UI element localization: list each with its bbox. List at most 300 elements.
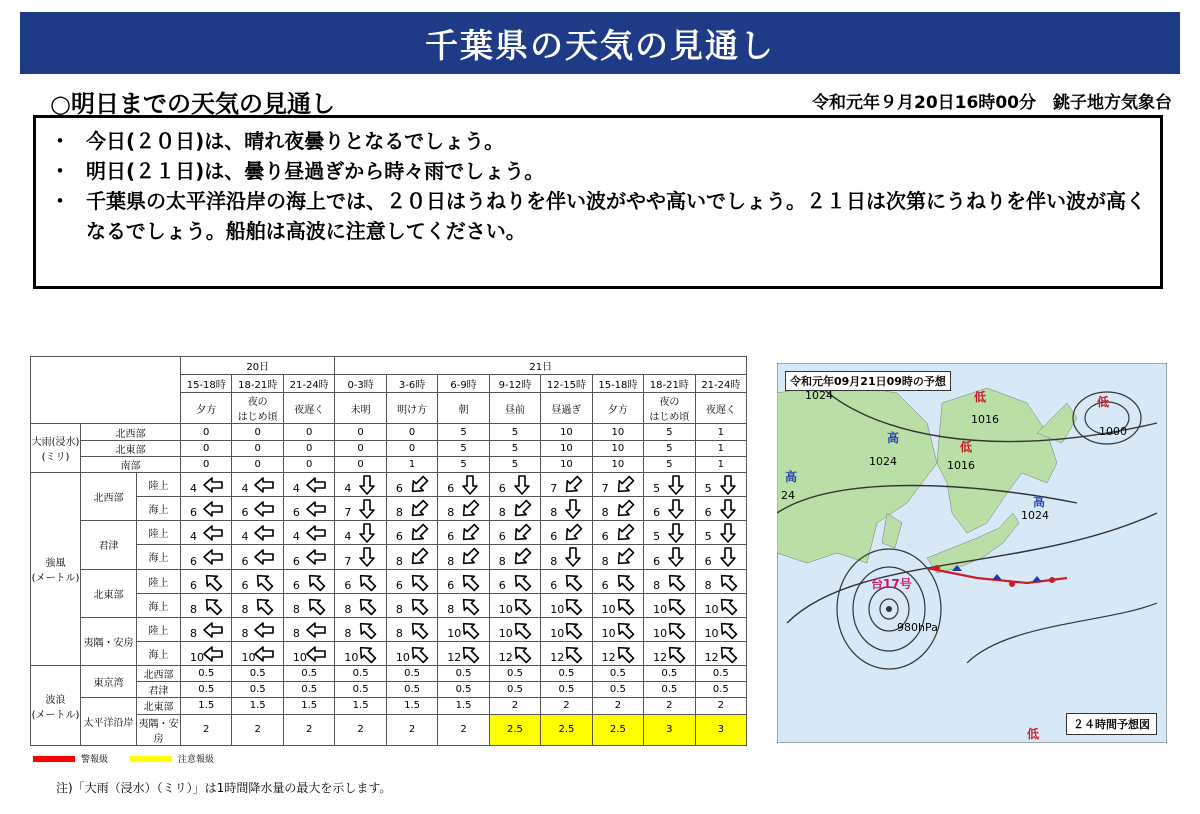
cell-text: 5 xyxy=(460,426,467,438)
wave-value xyxy=(283,682,334,698)
cell-text: 18-21時 xyxy=(238,380,278,392)
period-header xyxy=(283,393,334,424)
wind-arrow-icon xyxy=(511,644,533,664)
wind-value xyxy=(541,496,592,520)
wave-value xyxy=(695,666,747,682)
cell-text: 10 xyxy=(611,426,625,438)
wind-speed: 8 xyxy=(395,506,403,520)
wind-arrow-icon xyxy=(459,596,481,616)
wind-speed: 10 xyxy=(498,627,513,641)
land-label xyxy=(137,521,181,545)
wind-value xyxy=(181,569,232,593)
wind-value xyxy=(489,642,540,666)
cell-text: 0.5 xyxy=(712,684,729,696)
wave-value xyxy=(438,714,489,745)
wind-value xyxy=(644,521,695,545)
wind-value xyxy=(181,545,232,569)
wind-speed: 6 xyxy=(447,481,455,495)
wind-speed: 5 xyxy=(704,481,712,495)
wind-value xyxy=(438,617,489,641)
pressure-value: 1016 xyxy=(971,413,999,426)
cell-text: 北東部 xyxy=(143,702,174,714)
cell-text: 0.5 xyxy=(558,684,575,696)
typhoon-pressure: 980hPa xyxy=(897,621,938,634)
wind-value xyxy=(489,593,540,617)
bullet-marker: ・ xyxy=(50,129,70,153)
wind-value xyxy=(695,642,747,666)
wind-value xyxy=(695,472,747,496)
area-label xyxy=(81,617,137,665)
rain-value xyxy=(592,456,643,472)
wind-value xyxy=(592,496,643,520)
high-marker: 高 xyxy=(887,431,900,445)
wind-speed: 10 xyxy=(241,651,256,665)
pressure-value: 1024 xyxy=(1021,509,1049,522)
wind-arrow-icon xyxy=(665,547,687,567)
wind-arrow-icon xyxy=(614,499,636,519)
cell-text: 2 xyxy=(254,724,261,736)
wind-arrow-icon xyxy=(717,547,739,567)
wind-speed: 10 xyxy=(395,651,410,665)
cell-text: 陸上 xyxy=(148,480,169,492)
cell-text: 0.5 xyxy=(249,668,266,680)
cell-text: 0.5 xyxy=(712,668,729,680)
wind-arrow-icon xyxy=(614,644,636,664)
area-label xyxy=(137,682,181,698)
cell-text: 15-18時 xyxy=(598,380,638,392)
wind-speed: 6 xyxy=(550,530,558,544)
wind-speed: 8 xyxy=(344,602,352,616)
cell-text: 2 xyxy=(408,724,416,736)
wind-value xyxy=(386,545,437,569)
wind-arrow-icon xyxy=(717,475,739,495)
cell-text: 君津 xyxy=(98,541,119,553)
wind-value xyxy=(438,569,489,593)
wind-value xyxy=(335,569,386,593)
cell-text: 0 xyxy=(203,458,210,470)
wind-speed: 6 xyxy=(241,578,249,592)
cell-text: 0.5 xyxy=(198,684,215,696)
wind-speed: 10 xyxy=(498,602,513,616)
bullet-marker: ・ xyxy=(50,189,70,213)
wind-speed: 4 xyxy=(190,530,198,544)
wave-value xyxy=(335,714,386,745)
sea-label xyxy=(137,642,181,666)
wind-arrow-icon xyxy=(511,547,533,567)
wind-arrow-icon xyxy=(614,620,636,640)
wind-arrow-icon xyxy=(253,499,275,519)
rain-value xyxy=(489,440,540,456)
period-header xyxy=(489,393,540,424)
wind-speed: 6 xyxy=(704,554,712,568)
wind-value xyxy=(644,472,695,496)
time-header xyxy=(489,375,540,393)
cell-text: 5 xyxy=(511,442,519,454)
wind-value xyxy=(592,569,643,593)
outlook-item-today xyxy=(50,126,1146,156)
wind-value xyxy=(644,569,695,593)
wind-speed: 5 xyxy=(653,481,661,495)
cell-text: 2.5 xyxy=(558,724,575,736)
cell-text: 2 xyxy=(203,724,210,736)
wind-arrow-icon xyxy=(459,644,481,664)
wind-value xyxy=(489,521,540,545)
rain-value xyxy=(541,424,592,440)
wind-arrow-icon xyxy=(202,523,224,543)
cell-text: 0 xyxy=(254,426,261,438)
rain-value xyxy=(541,440,592,456)
rain-value xyxy=(386,440,437,456)
footnote: 注)「大雨（浸水）（ミリ）」は1時間降水量の最大を示します。 xyxy=(56,781,392,795)
rain-value xyxy=(335,440,386,456)
wave-value xyxy=(489,666,540,682)
wind-value xyxy=(181,617,232,641)
cell-text: 北西部 xyxy=(143,670,174,682)
wind-arrow-icon xyxy=(305,547,327,567)
area-label xyxy=(81,569,137,617)
wind-value xyxy=(386,569,437,593)
wind-value xyxy=(386,617,437,641)
sea-label xyxy=(137,545,181,569)
period-header xyxy=(386,393,437,424)
cell-text: 1.5 xyxy=(455,700,472,712)
wind-value xyxy=(232,642,283,666)
rain-value xyxy=(541,456,592,472)
rain-value xyxy=(232,440,283,456)
rain-value xyxy=(232,456,283,472)
wind-value xyxy=(592,521,643,545)
wind-speed: 8 xyxy=(190,602,198,616)
wave-value xyxy=(438,666,489,682)
wave-value xyxy=(644,682,695,698)
wind-value xyxy=(232,617,283,641)
wind-speed: 6 xyxy=(498,481,506,495)
wind-arrow-icon xyxy=(202,620,224,640)
cell-text: 海上 xyxy=(148,505,169,517)
cell-text: 0.5 xyxy=(352,684,369,696)
wind-speed: 6 xyxy=(550,578,558,592)
wind-speed: 8 xyxy=(241,627,249,641)
period-header xyxy=(232,393,283,424)
high-marker: 高 xyxy=(785,470,798,484)
wind-arrow-icon xyxy=(511,572,533,592)
wind-arrow-icon xyxy=(356,572,378,592)
cell-text: 1.5 xyxy=(404,700,421,712)
wind-arrow-icon xyxy=(614,572,636,592)
wind-speed: 4 xyxy=(344,530,352,544)
wave-value xyxy=(644,666,695,682)
cell-text: 0 xyxy=(357,442,364,454)
cell-text: 0.5 xyxy=(404,668,421,680)
wind-value xyxy=(541,472,592,496)
cell-text: 0 xyxy=(357,426,364,438)
wind-speed: 10 xyxy=(550,627,565,641)
cell-text: 0.5 xyxy=(455,668,472,680)
rain-value xyxy=(489,424,540,440)
cell-text: 北西部 xyxy=(115,428,146,440)
warning-swatch xyxy=(33,756,75,762)
wind-value xyxy=(695,593,747,617)
wind-arrow-icon xyxy=(305,475,327,495)
wind-arrow-icon xyxy=(665,475,687,495)
bullet-marker: ・ xyxy=(50,159,70,183)
cell-text: 夜遅く xyxy=(294,404,325,416)
wind-speed: 6 xyxy=(653,506,661,520)
day-header xyxy=(181,357,335,375)
wind-value xyxy=(335,545,386,569)
weather-map xyxy=(777,363,1167,743)
cell-text: 北東部 xyxy=(93,589,124,601)
wind-value xyxy=(283,642,334,666)
wind-arrow-icon xyxy=(202,499,224,519)
wind-arrow-icon xyxy=(717,596,739,616)
rain-value xyxy=(695,424,747,440)
rain-value xyxy=(695,440,747,456)
wave-category xyxy=(31,666,81,746)
rain-value xyxy=(386,424,437,440)
wind-arrow-icon xyxy=(717,644,739,664)
wind-arrow-icon xyxy=(356,644,378,664)
wind-speed: 8 xyxy=(447,554,455,568)
wind-speed: 4 xyxy=(292,530,300,544)
wind-arrow-icon xyxy=(253,644,275,664)
wind-value xyxy=(438,496,489,520)
area-label xyxy=(137,698,181,714)
wave-value xyxy=(181,682,232,698)
cell-text: 10 xyxy=(611,442,625,454)
cell-text: 海上 xyxy=(148,553,169,565)
wind-arrow-icon xyxy=(202,572,224,592)
wind-value xyxy=(695,496,747,520)
wind-speed: 6 xyxy=(241,506,249,520)
wind-speed: 5 xyxy=(653,530,661,544)
pressure-value: 1016 xyxy=(947,459,975,472)
wind-value xyxy=(695,569,747,593)
wind-arrow-icon xyxy=(665,523,687,543)
cell-text: 1.5 xyxy=(198,700,215,712)
cell-text: 0.5 xyxy=(249,684,266,696)
time-header xyxy=(438,375,489,393)
wind-speed: 8 xyxy=(241,602,249,616)
cell-text: 北西部 xyxy=(93,492,124,504)
wind-arrow-icon xyxy=(511,620,533,640)
wind-arrow-icon xyxy=(562,572,584,592)
wind-arrow-icon xyxy=(253,620,275,640)
cell-text: 東京湾 xyxy=(93,678,124,690)
wind-value xyxy=(386,521,437,545)
wind-value xyxy=(489,617,540,641)
cell-text: 2 xyxy=(614,700,622,712)
wave-value xyxy=(335,698,386,714)
wind-speed: 5 xyxy=(704,530,712,544)
rain-value xyxy=(283,440,334,456)
wave-value-advisory xyxy=(644,714,695,745)
wind-value xyxy=(644,545,695,569)
wave-value xyxy=(181,698,232,714)
cell-text: 0 xyxy=(305,426,313,438)
wind-speed: 10 xyxy=(190,651,205,665)
cell-text: 0 xyxy=(305,442,313,454)
cell-text: 夕方 xyxy=(607,404,628,416)
wind-speed: 6 xyxy=(241,554,249,568)
outlook-item-tomorrow xyxy=(50,156,1146,186)
cell-text: 5 xyxy=(511,458,519,470)
wind-value xyxy=(438,545,489,569)
wind-speed: 10 xyxy=(550,602,565,616)
wind-value xyxy=(181,496,232,520)
wave-value xyxy=(232,682,283,698)
wind-speed: 8 xyxy=(601,554,609,568)
wind-arrow-icon xyxy=(202,596,224,616)
cell-text: 0.5 xyxy=(507,684,523,696)
wind-speed: 6 xyxy=(190,506,198,520)
cell-text: 10 xyxy=(611,458,625,470)
wind-value xyxy=(592,545,643,569)
wind-value xyxy=(181,642,232,666)
wind-value xyxy=(335,617,386,641)
wind-value xyxy=(644,496,695,520)
area-label xyxy=(137,714,181,745)
cell-text: 昼過ぎ xyxy=(551,404,582,416)
wave-value xyxy=(283,698,334,714)
period-header xyxy=(335,393,386,424)
wind-value xyxy=(695,617,747,641)
cell-text: 0 xyxy=(305,458,313,470)
rain-value xyxy=(644,424,695,440)
wind-value xyxy=(283,569,334,593)
wind-arrow-icon xyxy=(202,644,224,664)
pressure-value: 1000 xyxy=(1099,425,1127,438)
cell-text: 5 xyxy=(666,442,673,454)
forecast-table-container xyxy=(30,356,746,746)
time-header xyxy=(335,375,386,393)
cell-text: 21日 xyxy=(529,362,553,374)
wind-speed: 4 xyxy=(241,481,249,495)
cell-text: 昼前 xyxy=(504,404,525,416)
area-label xyxy=(137,666,181,682)
header-corner xyxy=(31,357,181,424)
wind-value xyxy=(283,496,334,520)
typhoon-label: 台17号 xyxy=(871,577,912,591)
sea-label xyxy=(137,593,181,617)
cell-text: 0.5 xyxy=(609,668,626,680)
wind-speed: 6 xyxy=(395,530,403,544)
wind-arrow-icon xyxy=(253,475,275,495)
cell-text: 0 xyxy=(254,442,261,454)
wind-speed: 12 xyxy=(704,651,719,665)
rain-value xyxy=(592,440,643,456)
cell-text: 陸上 xyxy=(148,577,169,589)
wave-value xyxy=(644,698,695,714)
wave-value xyxy=(541,682,592,698)
cell-text: 5 xyxy=(460,458,467,470)
cell-text: 5 xyxy=(460,442,467,454)
wind-value xyxy=(283,593,334,617)
wind-arrow-icon xyxy=(202,547,224,567)
wind-arrow-icon xyxy=(717,572,739,592)
cell-text: 0 xyxy=(357,458,364,470)
area-label xyxy=(81,521,137,569)
wind-speed: 10 xyxy=(344,651,359,665)
wind-value xyxy=(232,545,283,569)
wind-speed: 6 xyxy=(292,554,300,568)
cell-text: 夜の はじめ頃 xyxy=(649,397,690,424)
wind-arrow-icon xyxy=(665,644,687,664)
cell-text: 0.5 xyxy=(301,684,318,696)
wind-arrow-icon xyxy=(459,523,481,543)
wind-arrow-icon xyxy=(356,620,378,640)
wind-speed: 8 xyxy=(653,578,661,592)
wind-speed: 7 xyxy=(601,481,609,495)
wind-arrow-icon xyxy=(511,499,533,519)
area-label xyxy=(81,440,181,456)
wind-value xyxy=(232,472,283,496)
wind-value xyxy=(283,617,334,641)
cell-text: 0.5 xyxy=(507,668,523,680)
wind-speed: 8 xyxy=(550,554,558,568)
wind-speed: 8 xyxy=(292,602,300,616)
wind-arrow-icon xyxy=(562,475,584,495)
wind-value xyxy=(695,545,747,569)
cell-text: 0 xyxy=(203,426,210,438)
wind-value xyxy=(335,642,386,666)
area-label xyxy=(81,472,137,520)
wind-speed: 6 xyxy=(447,578,455,592)
wind-speed: 4 xyxy=(292,481,300,495)
wind-arrow-icon xyxy=(562,644,584,664)
land-label xyxy=(137,617,181,641)
legend xyxy=(33,752,214,765)
cell-text: 2 xyxy=(563,700,570,712)
wind-arrow-icon xyxy=(665,499,687,519)
isobar-label: 1024 xyxy=(805,389,833,402)
wind-arrow-icon xyxy=(408,499,430,519)
wind-value xyxy=(386,496,437,520)
cell-text: 1.5 xyxy=(249,700,266,712)
cell-text: 大雨(浸水) (ミリ) xyxy=(31,437,80,464)
wind-speed: 10 xyxy=(447,627,462,641)
wind-value xyxy=(541,569,592,593)
wave-value xyxy=(386,698,437,714)
wind-value xyxy=(438,472,489,496)
cell-text: 3-6時 xyxy=(398,380,426,392)
rain-value xyxy=(181,456,232,472)
wave-value xyxy=(592,666,643,682)
wave-value-advisory xyxy=(489,714,540,745)
wind-arrow-icon xyxy=(408,644,430,664)
wind-value xyxy=(592,472,643,496)
wind-speed: 12 xyxy=(447,651,462,665)
wind-arrow-icon xyxy=(562,596,584,616)
wave-value xyxy=(438,698,489,714)
cell-text: 5 xyxy=(666,458,673,470)
cell-text: 0.5 xyxy=(609,684,626,696)
wind-arrow-icon xyxy=(562,620,584,640)
outlook-item-sea xyxy=(50,186,1146,246)
wave-value xyxy=(592,698,643,714)
wind-speed: 8 xyxy=(447,602,455,616)
wind-value xyxy=(386,642,437,666)
cell-text: 3 xyxy=(666,724,673,736)
cell-text: 0.5 xyxy=(301,668,318,680)
wind-speed: 10 xyxy=(601,627,616,641)
cell-text: 1 xyxy=(717,442,725,454)
rain-value xyxy=(283,424,334,440)
cell-text: 1 xyxy=(717,426,725,438)
wind-value xyxy=(438,521,489,545)
wave-value xyxy=(541,698,592,714)
cell-text: 0.5 xyxy=(558,668,575,680)
